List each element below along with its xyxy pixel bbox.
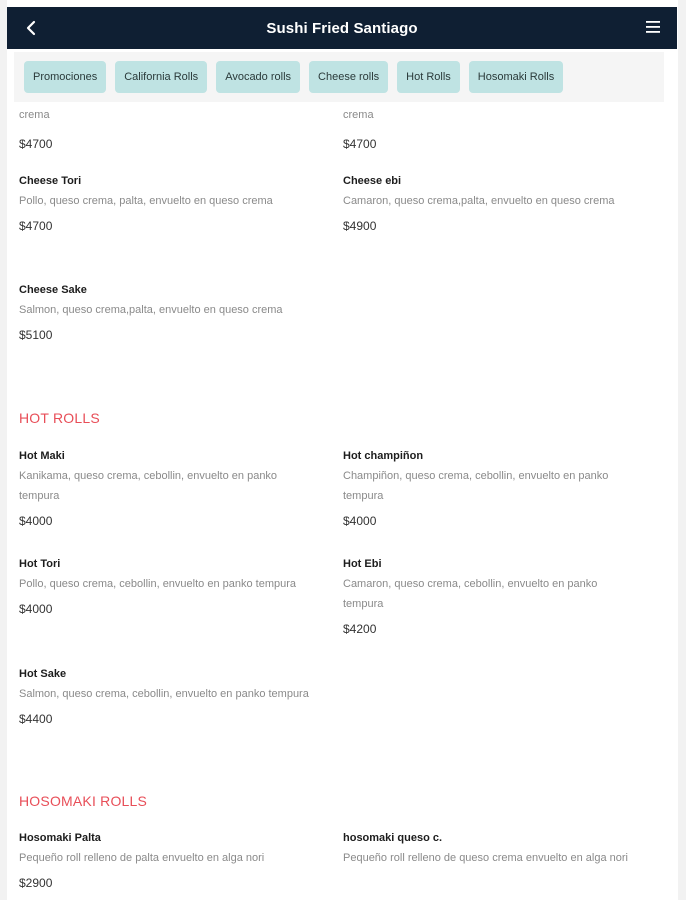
partial-item-left-desc: crema	[19, 109, 50, 121]
hamburger-menu-icon	[645, 20, 661, 34]
page-title: Sushi Fried Santiago	[266, 19, 418, 37]
chip-cheese-rolls[interactable]: Cheese rolls	[309, 61, 388, 93]
item-name: Hot Maki	[19, 450, 65, 462]
item-name: Hot Sake	[19, 668, 67, 680]
item-name: hosomaki queso c.	[343, 832, 443, 844]
item-name: Cheese Sake	[19, 284, 87, 296]
menu-item[interactable]	[19, 558, 309, 616]
menu-item[interactable]	[19, 284, 309, 342]
item-price: $4400	[19, 712, 53, 726]
item-description: Kanikama, queso crema, cebollin, envuelto en panko tempura	[19, 470, 278, 502]
menu-item[interactable]	[343, 832, 633, 868]
item-name: Hot Tori	[19, 558, 61, 570]
item-price: $5100	[19, 328, 53, 342]
menu-item[interactable]	[343, 558, 633, 636]
item-description: Pollo, queso crema, palta, envuelto en queso crema	[19, 195, 273, 207]
partial-item-left-price: $4700	[19, 137, 53, 151]
app-header	[7, 7, 677, 49]
left-edge	[0, 0, 7, 900]
item-description: Salmon, queso crema, cebollin, envuelto en panko tempura	[19, 688, 309, 700]
section-title-hot-rolls: HOT ROLLS	[19, 410, 100, 426]
item-description: Camaron, queso crema, cebollin, envuelto en panko tempura	[343, 578, 598, 610]
item-price: $4000	[19, 602, 53, 616]
chip-promociones[interactable]: Promociones	[24, 61, 106, 93]
item-price: $4200	[343, 622, 377, 636]
item-name: Hot Ebi	[343, 558, 382, 570]
menu-button[interactable]	[643, 17, 663, 37]
item-name: Hosomaki Palta	[19, 832, 101, 844]
item-description: Champiñon, queso crema, cebollin, envuelto en panko tempura	[343, 470, 609, 502]
menu-item[interactable]	[19, 832, 309, 890]
item-description: Salmon, queso crema,palta, envuelto en queso crema	[19, 304, 283, 316]
menu-item[interactable]	[19, 668, 309, 726]
back-button[interactable]	[19, 16, 43, 40]
category-chips	[14, 52, 664, 102]
partial-item-right-price: $4700	[343, 137, 377, 151]
chip-avocado-rolls[interactable]: Avocado rolls	[216, 61, 300, 93]
item-name: Cheese ebi	[343, 175, 402, 187]
chip-hot-rolls[interactable]: Hot Rolls	[397, 61, 460, 93]
menu-item[interactable]	[19, 450, 309, 528]
menu-item[interactable]	[343, 175, 633, 233]
item-price: $4900	[343, 219, 377, 233]
item-description: Pequeño roll relleno de palta envuelto en alga nori	[19, 852, 265, 864]
item-description: Pollo, queso crema, cebollin, envuelto en panko tempura	[19, 578, 297, 590]
section-title-hosomaki-rolls: HOSOMAKI ROLLS	[19, 793, 148, 809]
item-description: Pequeño roll relleno de queso crema envuelto en alga nori	[343, 852, 628, 864]
chip-hosomaki-rolls[interactable]: Hosomaki Rolls	[469, 61, 563, 93]
item-price: $4000	[343, 514, 377, 528]
chevron-left-icon	[24, 20, 38, 36]
item-price: $4700	[19, 219, 53, 233]
item-price: $2900	[19, 876, 53, 890]
partial-item-right-desc: crema	[343, 109, 374, 121]
menu-item[interactable]	[19, 175, 309, 233]
item-price: $4000	[19, 514, 53, 528]
item-description: Camaron, queso crema,palta, envuelto en queso crema	[343, 195, 615, 207]
menu-item[interactable]	[343, 450, 633, 528]
item-name: Hot champiñon	[343, 450, 424, 462]
chip-california-rolls[interactable]: California Rolls	[115, 61, 207, 93]
right-edge	[678, 0, 686, 900]
item-name: Cheese Tori	[19, 175, 82, 187]
